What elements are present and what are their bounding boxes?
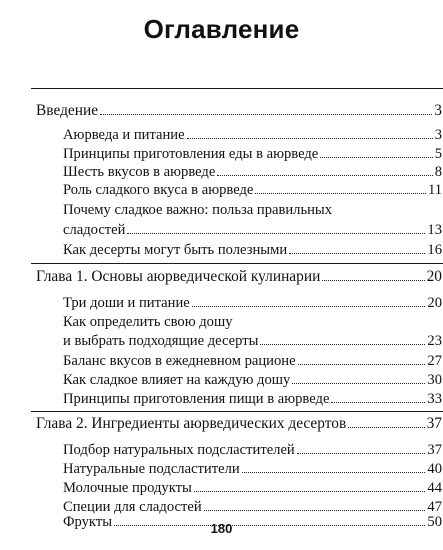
- toc-heading-label: Глава 1. Основы аюрведической кулинарии: [36, 268, 321, 285]
- dot-leader: [242, 472, 426, 473]
- dot-leader: [127, 233, 425, 234]
- dot-leader: [289, 253, 425, 254]
- dot-leader: [204, 510, 426, 511]
- dot-leader: [331, 402, 425, 403]
- toc-page-number: 37: [426, 415, 442, 432]
- dot-leader: [255, 193, 426, 194]
- toc-entry[interactable]: [63, 351, 442, 371]
- toc-page-number: 11: [427, 182, 442, 198]
- toc-entry-label: и выбрать подходящие десерты: [63, 333, 259, 349]
- toc-entry-label: Принципы приготовления пищи в аюрведе: [63, 391, 330, 407]
- toc-heading-label: Введение: [36, 102, 99, 119]
- toc-page-number: 16: [427, 242, 442, 258]
- toc-entry[interactable]: [63, 125, 442, 145]
- dot-leader: [260, 344, 425, 345]
- toc-page-number: 5: [434, 146, 442, 162]
- toc-page-number: 23: [427, 333, 442, 349]
- toc-page-number: 13: [427, 222, 442, 238]
- toc-entry-label: Принципы приготовления еды в аюрведе: [63, 146, 319, 162]
- page-title: Оглавление: [143, 14, 300, 44]
- dot-leader: [348, 427, 424, 428]
- toc-entry[interactable]: [63, 389, 442, 409]
- dot-leader: [297, 453, 426, 454]
- toc-page-number: 20: [426, 268, 442, 285]
- toc-page-number: 40: [427, 461, 442, 477]
- toc-entry[interactable]: [63, 220, 442, 240]
- toc-page-number: 3: [434, 102, 442, 119]
- toc-entry[interactable]: [63, 459, 442, 479]
- dot-leader: [187, 138, 433, 139]
- toc-entry[interactable]: [63, 331, 442, 351]
- toc-entry-label: Натуральные подсластители: [63, 461, 240, 477]
- toc-page-number: 44: [427, 480, 442, 496]
- section-rule: [31, 263, 443, 264]
- toc-heading-label: Глава 2. Ингредиенты аюрведических десертов: [36, 415, 347, 432]
- toc-entry[interactable]: [63, 162, 442, 182]
- toc-page-number: 47: [427, 499, 442, 515]
- toc-page-number: 37: [427, 442, 442, 458]
- toc-entry-label: сладостей: [63, 222, 126, 238]
- toc-entry[interactable]: [63, 370, 442, 390]
- toc-entry-label-line1: Как определить свою дошу: [63, 314, 233, 330]
- toc-entry-label: Специи для сладостей: [63, 499, 202, 515]
- toc-entry[interactable]: [63, 240, 442, 260]
- toc-page-number: 50: [427, 514, 442, 530]
- dot-leader: [192, 306, 426, 307]
- toc-page-number: 27: [427, 353, 442, 369]
- dot-leader: [322, 280, 424, 281]
- toc-entry-label: Шесть вкусов в аюрведе: [63, 164, 216, 180]
- toc-entry[interactable]: [63, 293, 442, 313]
- toc-entry-label: Три доши и питание: [63, 295, 190, 311]
- toc-heading-chapter1[interactable]: [36, 267, 442, 287]
- toc-entry-label: Аюрведа и питание: [63, 127, 185, 143]
- toc-heading-chapter2[interactable]: [36, 414, 442, 434]
- toc-page-number: 20: [427, 295, 442, 311]
- toc-entry-label-line1: Почему сладкое важно: польза правильных: [63, 202, 333, 218]
- toc-entry[interactable]: [63, 180, 442, 200]
- toc-entry-label: Молочные продукты: [63, 480, 192, 496]
- page-number: 180: [210, 521, 233, 536]
- toc-entry-label: Как десерты могут быть полезными: [63, 242, 288, 258]
- toc-entry-label: Как сладкое влияет на каждую дошу: [63, 372, 291, 388]
- toc-heading-intro[interactable]: [36, 101, 442, 121]
- dot-leader: [217, 175, 432, 176]
- dot-leader: [320, 157, 432, 158]
- toc-entry-label: Фрукты: [63, 514, 113, 530]
- toc-page-number: 30: [427, 372, 442, 388]
- dot-leader: [292, 383, 425, 384]
- title-rule: [31, 88, 443, 89]
- dot-leader: [194, 491, 426, 492]
- toc-entry-label: Роль сладкого вкуса в аюрведе: [63, 182, 254, 198]
- toc-page-number: 33: [427, 391, 442, 407]
- dot-leader: [298, 364, 426, 365]
- section-rule: [31, 411, 443, 412]
- toc-entry[interactable]: [63, 440, 442, 460]
- dot-leader: [100, 114, 432, 115]
- toc-entry-label: Баланс вкусов в ежедневном рационе: [63, 353, 296, 369]
- toc-entry-label: Подбор натуральных подсластителей: [63, 442, 295, 458]
- toc-page-number: 8: [434, 164, 442, 180]
- toc-page-number: 3: [434, 127, 442, 143]
- toc-entry[interactable]: [63, 478, 442, 498]
- toc-entry[interactable]: [63, 144, 442, 164]
